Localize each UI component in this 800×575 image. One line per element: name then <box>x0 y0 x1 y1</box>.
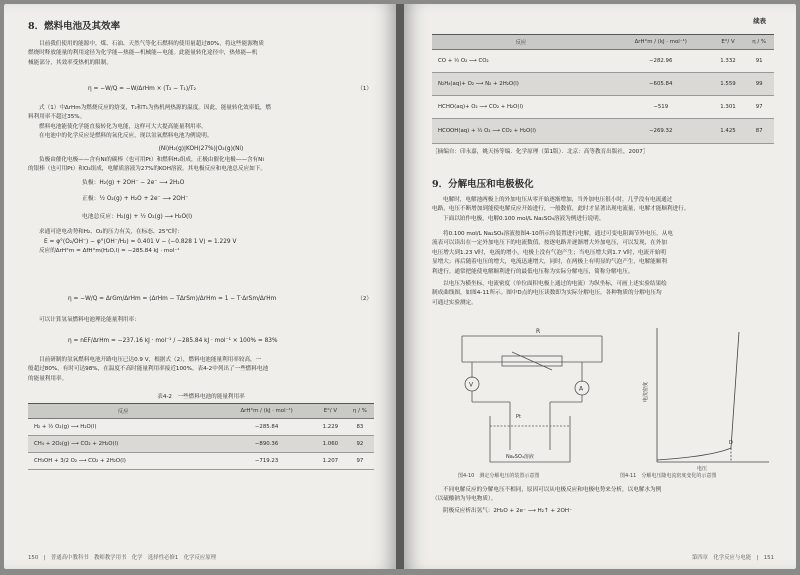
table-row <box>432 96 774 119</box>
table-row <box>432 119 774 144</box>
left-para6 <box>28 356 374 384</box>
cell-notation: (Ni)H₂(g)|KOH(27%)|O₂(g)(Ni) <box>158 146 244 152</box>
table-cell: 1.332 <box>712 50 745 73</box>
reaction-label: 电池总反应： <box>82 214 117 220</box>
table-cell: HCHO(aq)+ O₂ ⟶ CO₂ + H₂O(l) <box>432 96 610 119</box>
reactions <box>82 178 382 222</box>
col-header: 反应 <box>28 404 218 419</box>
text-line: 的银棒（也可用Pt）和O₂组成，电解质溶液为27%的KOH溶液。其电极反应和电池总反应如下。 <box>28 166 266 173</box>
col-header: η / % <box>346 404 374 419</box>
table-cell: 1.229 <box>315 419 346 436</box>
text-line: 目前我们使用的能源中，煤、石油、天然气等化石燃料的使用量超过80%，将这些能源物质 <box>39 41 264 47</box>
table-cell: 83 <box>346 419 374 436</box>
table-caption: 表4-2 一些燃料电池的能量利用率 <box>157 394 245 400</box>
section-title: 9．分解电压和电极极化 <box>432 179 534 190</box>
efficiency-table <box>28 403 374 470</box>
right-para1 <box>432 196 774 224</box>
col-header: η / % <box>744 35 774 50</box>
text-line: 的能量利用率。 <box>28 375 68 382</box>
table-cell: −519 <box>610 96 712 119</box>
voltmeter-label: V <box>469 381 474 389</box>
text-line: 求通可逆电动势和H₂、O₂的压力有关，在标态、25℃时： <box>39 229 183 235</box>
right-page <box>404 4 796 569</box>
left-para1 <box>28 40 374 68</box>
text-line: 不同电解反应的分解电压不相同，原因可以从电极反应和电极电势来分析，以电解水为例 <box>443 487 662 493</box>
text-line: 料利用率不超过35%。 <box>28 114 86 121</box>
text-line: 显增大；再后随着电压的增大，电流迅速增大，同时，在两极上有明显的气泡产生，电解能顺利 <box>432 259 667 266</box>
continued-label: 续表 <box>753 17 766 25</box>
table-cell: 97 <box>346 453 374 470</box>
figure-caption: 图4-11 分解电压随电流密度变化的示意图 <box>620 473 717 479</box>
table-cell: 1.301 <box>712 96 745 119</box>
col-header: ΔrH°m / (kJ · mol⁻¹) <box>610 35 712 50</box>
negative-reaction: H₂(g) + 2OH⁻ − 2e⁻ ⟶ 2H₂O <box>99 180 185 186</box>
table-row <box>28 453 374 470</box>
table-cell: 99 <box>744 73 774 96</box>
left-para2 <box>28 104 374 142</box>
equation-number: （2） <box>357 296 372 302</box>
text-line: （以硫酸钠为导电物质）。 <box>432 496 497 503</box>
table-row <box>28 419 374 436</box>
text-line: 般超过80%，有时可达98%，在温度不高时能量利用率接近100%。表4-2中列出了一些燃料电池 <box>28 366 269 373</box>
text-line: 燃烧时释放能量的利用途径为化学能—热能—机械能—电能。此能量转化途径中，热热能—机 <box>28 50 258 57</box>
table-source: ［摘编自：印永嘉，姚天扬等编．化学原理（第1版）．北京：高等教育出版社，2007］ <box>432 149 649 155</box>
text-line: 阴极反应析出氢气：2H₂O + 2e⁻ ⟶ H₂↑ + 2OH⁻ <box>443 507 573 514</box>
text-line: 电解时，电解池两极上的外加电压从零开始逐渐增加，当外加电压很小时，几乎没有电流通过 <box>443 197 673 203</box>
table-cell: CH₄ + 2O₂(g) ⟶ CO₂ + 2H₂O(l) <box>28 436 218 453</box>
table-cell: N₂H₄(aq)+ O₂ ⟶ N₂ + 2H₂O(l) <box>432 73 610 96</box>
col-header: ΔrH°m / (kJ · mol⁻¹) <box>218 404 315 419</box>
equation-3: η = nEF/ΔrHm = −237.16 kJ · mol⁻¹ / −285.84 kJ · mol⁻¹ × 100% = 83% <box>68 338 278 344</box>
text-line: 可以计算氢氧燃料电池理论能量利用率： <box>39 317 140 323</box>
table-cell: 87 <box>744 119 774 144</box>
page-footer-left: 150 | 普通高中教科书 教师教学用书 化学 选择性必修1 化学反应原理 <box>28 555 217 561</box>
ammeter-label: A <box>579 385 584 393</box>
text-line: 电路，电压不断增加到能使电解反应开始进行，一般数值，此时才显著出现电流量，电解才能顺利进行。 <box>432 206 690 213</box>
reaction-label: 负极： <box>82 180 100 186</box>
text-line: 利进行。通常把能使电解顺利进行的最低电压称为实际分解电压，简称分解电压。 <box>432 268 634 275</box>
text-line: 负极由催化电极——含有Ni的碳棒（也可用Pt）和燃料H₂组成，正极由催化电极——含有Ni <box>39 157 264 163</box>
left-para3 <box>28 156 374 175</box>
table-cell: H₂ + ½ O₂(g) ⟶ H₂O(l) <box>28 419 218 436</box>
x-axis-label: 电压 <box>697 466 708 472</box>
electrolysis-apparatus-diagram <box>442 322 617 472</box>
text-line: 以电压为横坐标，电流密度（单位面积电极上通过的电流）为纵坐标，可画上述实验结果绘 <box>443 281 667 287</box>
table-cell: −269.32 <box>610 119 712 144</box>
table-row <box>28 436 374 453</box>
table-cell: −285.84 <box>218 419 315 436</box>
emf-equation: E = φ°(O₂/OH⁻) − φ°(OH⁻/H₂) = 0.401 V − (−0.828 1 V) = 1.229 V <box>44 239 237 246</box>
solution-label: Na₂SO₄溶液 <box>506 454 534 460</box>
table-row <box>432 73 774 96</box>
col-header: 反应 <box>432 35 610 50</box>
positive-reaction: ½ O₂(g) + H₂O + 2e⁻ ⟶ 2OH⁻ <box>99 196 189 202</box>
text-line: 将0.100 mol/L Na₂SO₄溶液按图4-10所示的装置进行电解，通过可变电阻调节外电压，从电 <box>443 231 673 237</box>
table-cell: 97 <box>744 96 774 119</box>
table-cell: −890.36 <box>218 436 315 453</box>
table-cell: HCOOH(aq) + ½ O₂ ⟶ CO₂ + H₂O(l) <box>432 119 610 144</box>
text-line: 械能部分，其效率受热机的限制。 <box>28 59 112 66</box>
col-header: E°/ V <box>712 35 745 50</box>
left-page <box>4 4 396 569</box>
equation-2: η = −W/Q = ΔrGm/ΔrHm = (ΔrHm − TΔrSm)/ΔrHm = 1 − T·ΔrSm/ΔrHm <box>68 296 277 302</box>
table-cell: −282.96 <box>610 50 712 73</box>
reaction-label: 正极： <box>82 196 100 202</box>
table-header-row <box>28 404 374 419</box>
resistor-slider <box>512 352 552 370</box>
table-cell: 1.559 <box>712 73 745 96</box>
text-line: 流表可以读出在一定外加电压下的电流数值，按逐电路并逐渐增大外加电压，可以发现，在外加 <box>432 240 667 247</box>
text-line: 下面以铂作电极，电解0.100 mol/L Na₂SO₄溶液为例进行说明。 <box>443 215 605 222</box>
page-footer-right: 第四章 化学反应与电能 | 151 <box>691 555 774 561</box>
efficiency-table-continued <box>432 34 774 144</box>
table-cell: CO + ½ O₂ ⟶ CO₂ <box>432 50 610 73</box>
right-para3 <box>432 280 774 308</box>
table-cell: −605.84 <box>610 73 712 96</box>
table-cell: CH₃OH + 3/2 O₂ ⟶ CO₂ + 2H₂O(l) <box>28 453 218 470</box>
text-line: 电压增大到1.23 V时，电流的增小，电极上没有气泡产生；当电压增大到1.7 V时，电流开始明 <box>432 249 666 256</box>
point-label: D <box>729 440 733 446</box>
section-title: 8．燃料电池及其效率 <box>28 21 121 32</box>
table-cell: 1.207 <box>315 453 346 470</box>
text-line: 在电池中的化学反应是燃料的氧化反应，现以氢氧燃料电池为例说明。 <box>39 133 213 140</box>
enthalpy-line: 反应的ΔrH°m = ΔfH°m(H₂O,l) = −285.84 kJ · mol⁻¹ <box>39 248 180 255</box>
table-cell: −719.23 <box>218 453 315 470</box>
text-line: 燃料电池能使化学能直接转化为电能，这样可大大提高能量利用率。 <box>39 123 207 130</box>
text-line: 可通过实验测定。 <box>432 299 477 306</box>
decomposition-voltage-graph <box>637 322 777 472</box>
equation-1: η = −W/Q = −W/ΔrHm × (T₂ − T₁)/T₂ <box>88 86 196 92</box>
table-header-row <box>432 35 774 50</box>
table-cell: 1.425 <box>712 119 745 144</box>
right-para2 <box>432 230 774 277</box>
current-curve <box>657 332 739 460</box>
total-reaction: H₂(g) + ½ O₂(g) ⟶ H₂O(l) <box>116 214 193 220</box>
text-line: 式（1）中ΔrHm为燃烧反应的焓变，T₂和T₁为热机两热源的温度。因此，能量转化效率低，燃 <box>39 105 272 111</box>
table-cell: 92 <box>346 436 374 453</box>
right-para4 <box>432 486 774 516</box>
y-axis-label: 电流密度 <box>643 381 649 402</box>
electrode-label: Pt <box>516 414 521 420</box>
table-row <box>432 50 774 73</box>
col-header: E°/ V <box>315 404 346 419</box>
text-line: 制成曲线图，如图4-11所示。图中D点的电压读数即为实际分解电压。各种物质的分解电压均 <box>432 290 662 297</box>
figure-caption: 图4-10 测定分解电压的装置示意图 <box>458 473 540 479</box>
table-cell: 91 <box>744 50 774 73</box>
text-line: 目前研制的氢氧燃料电池开路电压已达0.9 V，根据式（2），燃料电池能量利用率较高，一 <box>39 357 262 363</box>
table-cell: 1.060 <box>315 436 346 453</box>
resistor-label: R <box>536 328 541 335</box>
equation-number: （1） <box>357 86 372 92</box>
book-gutter <box>396 4 404 569</box>
